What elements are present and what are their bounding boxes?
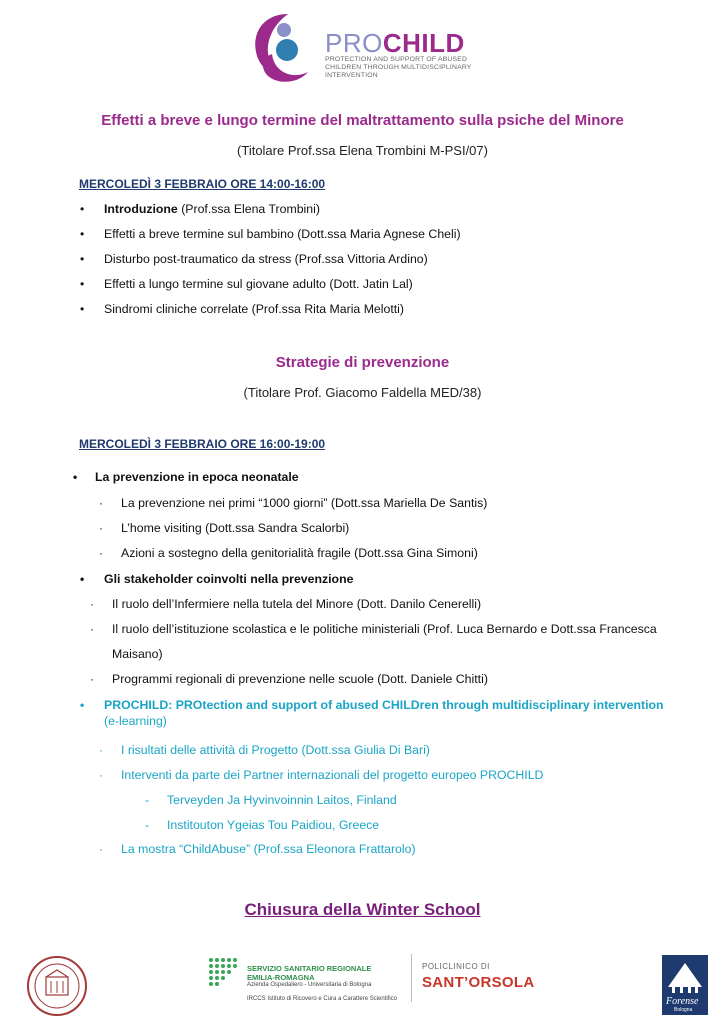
ssr-line4: IRCCS Istituto di Ricovero e Cura a Carattere Scientifico [247, 996, 398, 1002]
section1-item [80, 202, 320, 216]
university-seal-logo [26, 955, 88, 1017]
logo-tagline-line2: CHILDREN THROUGH MULTIDISCIPLINARY INTERVENTION [325, 64, 472, 79]
group1-item [99, 496, 488, 510]
section1-item-text: Effetti a lungo termine sul giovane adulto (Dott. Jatin Lal) [104, 277, 413, 291]
bullet-icon: • [80, 698, 85, 712]
bullet-icon: • [80, 302, 85, 316]
small-bullet-icon: · [90, 597, 94, 611]
ssr-line1: SERVIZIO SANITARIO REGIONALE [247, 964, 372, 973]
closing-title: Chiusura della Winter School [244, 900, 481, 919]
logo-tagline-line1: PROTECTION AND SUPPORT OF ABUSED [325, 56, 468, 63]
ssr-emilia-romagna-logo [207, 956, 407, 1006]
ssr-line3: Azienda Ospedaliero - Universitaria di Bologna [247, 982, 372, 988]
group3-item [99, 842, 416, 856]
group3-subitem-text: Institouton Ygeias Tou Paidiou, Greece [167, 818, 380, 832]
group3-heading-note: (e-learning) [104, 714, 167, 728]
section1-item [80, 252, 428, 266]
group3-item-text: I risultati delle attività di Progetto (Dott.ssa Giulia Di Bari) [121, 743, 430, 757]
small-bullet-icon: · [99, 546, 103, 560]
group3-item [99, 768, 544, 782]
bullet-icon: • [73, 470, 78, 484]
ff-line2: Bologna [674, 1007, 693, 1013]
group2-item-text: Il ruolo dell’Infermiere nella tutela del Minore (Dott. Danilo Cenerelli) [112, 597, 482, 611]
section2-title: Strategie di prevenzione [275, 354, 450, 371]
group3-subitem [145, 818, 380, 832]
forense-logo [662, 955, 708, 1015]
group3-heading [80, 698, 664, 712]
group2-item-text: Il ruolo dell’istituzione scolastica e le politiche ministeriali (Prof. Luca Bernardo e Dott.ssa Francesca [112, 622, 657, 636]
group3-item-text: La mostra “ChildAbuse” (Prof.ssa Eleonora Frattarolo) [121, 842, 416, 856]
santorsola-logo [420, 958, 540, 998]
section1-item-text: Sindromi cliniche correlate (Prof.ssa Rita Maria Melotti) [104, 302, 405, 316]
ssr-line2: EMILIA-ROMAGNA [247, 973, 315, 982]
bullet-icon: • [80, 202, 85, 216]
so-line2: SANT’ORSOLA [422, 974, 535, 991]
group3-subitem [145, 793, 397, 807]
footer-divider [411, 954, 412, 1002]
small-bullet-icon: · [99, 496, 103, 510]
group1-item [99, 546, 478, 560]
small-bullet-icon: · [99, 521, 103, 535]
bullet-icon: • [80, 572, 85, 586]
group2-item [90, 597, 482, 611]
group3-subitem-text: Terveyden Ja Hyvinvoinnin Laitos, Finland [167, 793, 397, 807]
logo-wordmark [325, 28, 465, 59]
small-bullet-icon: · [99, 743, 103, 757]
group1-heading [73, 470, 299, 484]
bullet-icon: • [80, 277, 85, 291]
group2-item [90, 622, 657, 636]
ssr-dots-icon [207, 956, 243, 990]
section1-holder: (Titolare Prof.ssa Elena Trombini M-PSI/07) [237, 143, 488, 158]
section1-title: Effetti a breve e lungo termine del maltrattamento sulla psiche del Minore [101, 112, 624, 129]
section1-item-bold: Introduzione [104, 202, 178, 216]
group1-heading-text: La prevenzione in epoca neonatale [95, 470, 299, 484]
small-bullet-icon: · [99, 768, 103, 782]
logo-word-child: CHILD [382, 28, 465, 58]
group2-item-text: Programmi regionali di prevenzione nelle scuole (Dott. Daniele Chitti) [112, 672, 488, 686]
small-bullet-icon: · [90, 622, 94, 636]
section2-session-date: MERCOLEDÌ 3 FEBBRAIO ORE 16:00-19:00 [79, 437, 326, 451]
group1-item-text: L’home visiting (Dott.ssa Sandra Scalorbi) [121, 521, 350, 535]
group2-item [90, 672, 488, 686]
small-bullet-icon: · [90, 672, 94, 686]
so-line1: POLICLINICO DI [422, 962, 490, 971]
section1-item [80, 302, 405, 316]
logo-word-pro: PRO [325, 28, 383, 58]
group3-item-text: Interventi da parte dei Partner internazionali del progetto europeo PROCHILD [121, 768, 544, 782]
bullet-icon: • [80, 227, 85, 241]
section1-item [80, 277, 413, 291]
university-seal-icon [26, 955, 88, 1017]
prochild-emblem-icon [250, 10, 322, 90]
section1-item-text: (Prof.ssa Elena Trombini) [177, 202, 320, 216]
group3-heading-text: PROCHILD: PROtection and support of abused CHILDren through multidisciplinary intervention [104, 698, 664, 712]
section1-session-date: MERCOLEDÌ 3 FEBBRAIO ORE 14:00-16:00 [79, 177, 326, 191]
section1-item [80, 227, 461, 241]
group2-heading-text: Gli stakeholder coinvolti nella prevenzione [104, 572, 354, 586]
group3-item [99, 743, 430, 757]
group2-heading [80, 572, 354, 586]
dash-bullet-icon: - [145, 793, 149, 807]
logo-tagline [325, 56, 520, 80]
group1-item [99, 521, 350, 535]
section1-item-text: Disturbo post-traumatico da stress (Prof.ssa Vittoria Ardino) [104, 252, 428, 266]
group1-item-text: La prevenzione nei primi “1000 giorni” (Dott.ssa Mariella De Santis) [121, 496, 488, 510]
section1-item-text: Effetti a breve termine sul bambino (Dott.ssa Maria Agnese Cheli) [104, 227, 461, 241]
small-bullet-icon: · [99, 842, 103, 856]
section2-holder: (Titolare Prof. Giacomo Faldella MED/38) [243, 385, 482, 400]
group1-item-text: Azioni a sostegno della genitorialità fragile (Dott.ssa Gina Simoni) [121, 546, 478, 560]
group2-item-continued: Maisano) [112, 647, 163, 661]
dash-bullet-icon: - [145, 818, 149, 832]
ff-line1: Forense [666, 996, 699, 1007]
bullet-icon: • [80, 252, 85, 266]
prochild-logo [250, 10, 520, 90]
